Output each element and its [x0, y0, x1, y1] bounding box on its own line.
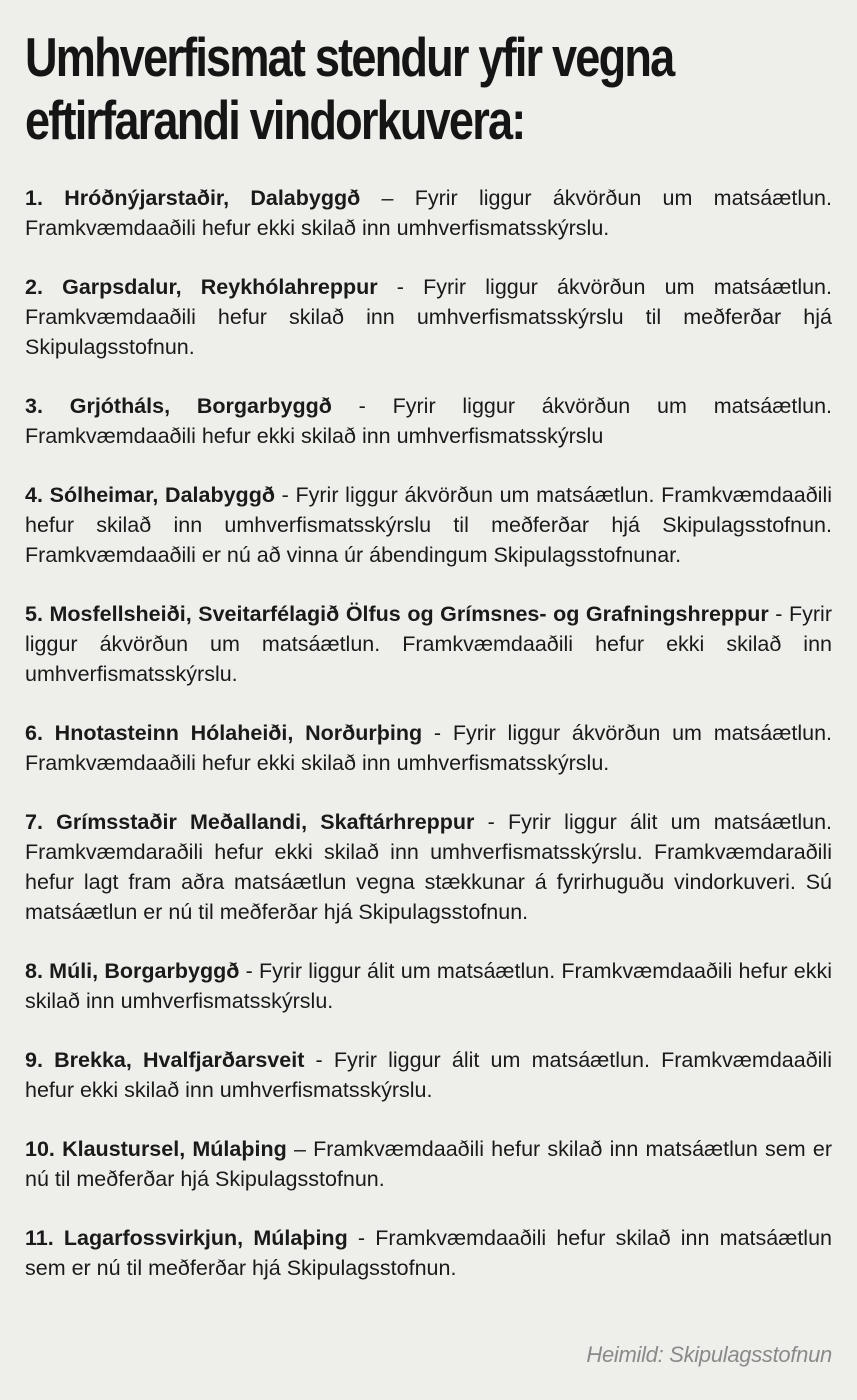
list-item-text: - Framkvæmdaaðili hefur skilað inn matsáætlun sem er nú til meðferðar hjá Skipulagsstofnun. [25, 1226, 832, 1280]
headline-line-1: Umhverfismat stendur yfir vegna [25, 26, 674, 88]
list-item-name: 5. Mosfellsheiði, Sveitarfélagið Ölfus og Grímsnes- og Grafningshreppur [25, 602, 769, 626]
headline [25, 26, 832, 152]
list-item [25, 391, 832, 451]
list-item-text: - Fyrir liggur álit um matsáætlun. Framkvæmdaraðili hefur ekki skilað inn umhverfismatsskýrslu. Framkvæmdaraðili hefur lagt fram aðra matsáætlun vegna stækkunar á fyrirhuguðu vindorkuveri. Sú matsáætlun er nú til meðferðar hjá Skipulagsstofnun. [25, 810, 833, 924]
list-item-text: - Fyrir liggur ákvörðun um matsáætlun. Framkvæmdaaðili hefur ekki skilað inn umhverfismatsskýrslu [25, 394, 832, 448]
list-item [25, 183, 832, 243]
list-item-text: - Fyrir liggur ákvörðun um matsáætlun. Framkvæmdaaðili hefur ekki skilað inn umhverfismatsskýrslu. [25, 602, 832, 686]
list-item-text: - Fyrir liggur ákvörðun um matsáætlun. Framkvæmdaaðili hefur skilað inn umhverfismatsskýrslu til meðferðar hjá Skipulagsstofnun. Framkvæmdaaðili er nú að vinna úr ábendingum Skipulagsstofnunar. [25, 483, 832, 567]
list-item [25, 272, 832, 362]
source-credit: Heimild: Skipulagsstofnun [586, 1342, 832, 1367]
list-item-text: - Fyrir liggur álit um matsáætlun. Framkvæmdaaðili hefur ekki skilað inn umhverfismatsskýrslu. [25, 959, 832, 1013]
list-item-name: 2. Garpsdalur, Reykhólahreppur [25, 275, 378, 299]
list-item-text: – Fyrir liggur ákvörðun um matsáætlun. Framkvæmdaaðili hefur ekki skilað inn umhverfismatsskýrslu. [25, 186, 832, 240]
list-item [25, 807, 832, 927]
list-item-text: - Fyrir liggur ákvörðun um matsáætlun. Framkvæmdaaðili hefur ekki skilað inn umhverfismatsskýrslu. [25, 721, 832, 775]
list-item-text: – Framkvæmdaaðili hefur skilað inn matsáætlun sem er nú til meðferðar hjá Skipulagsstofnun. [25, 1137, 832, 1191]
list-item-name: 3. Grjótháls, Borgarbyggð [25, 394, 332, 418]
list-item-name: 11. Lagarfossvirkjun, Múlaþing [25, 1226, 348, 1250]
list-item-name: 6. Hnotasteinn Hólaheiði, Norðurþing [25, 721, 423, 745]
list-item-name: 8. Múli, Borgarbyggð [25, 959, 240, 983]
list-item-text: - Fyrir liggur álit um matsáætlun. Framkvæmdaaðili hefur ekki skilað inn umhverfismatsskýrslu. [25, 1048, 832, 1102]
list-item-name: 1. Hróðnýjarstaðir, Dalabyggð [25, 186, 361, 210]
list-item [25, 1223, 832, 1283]
list-item [25, 599, 832, 689]
list-item-text: - Fyrir liggur ákvörðun um matsáætlun. Framkvæmdaaðili hefur skilað inn umhverfismatsskýrslu til meðferðar hjá Skipulagsstofnun. [25, 275, 832, 359]
list-item [25, 480, 832, 570]
list-item [25, 1045, 832, 1105]
list-item [25, 956, 832, 1016]
list-item-name: 9. Brekka, Hvalfjarðarsveit [25, 1048, 305, 1072]
headline-line-2: eftirfarandi vindorkuvera: [25, 89, 525, 151]
list-item [25, 718, 832, 778]
list-item-name: 10. Klaustursel, Múlaþing [25, 1137, 287, 1161]
list-item-name: 7. Grímsstaðir Meðallandi, Skaftárhreppur [25, 810, 475, 834]
wind-farm-list [25, 183, 832, 1283]
list-item-name: 4. Sólheimar, Dalabyggð [25, 483, 275, 507]
list-item [25, 1134, 832, 1194]
